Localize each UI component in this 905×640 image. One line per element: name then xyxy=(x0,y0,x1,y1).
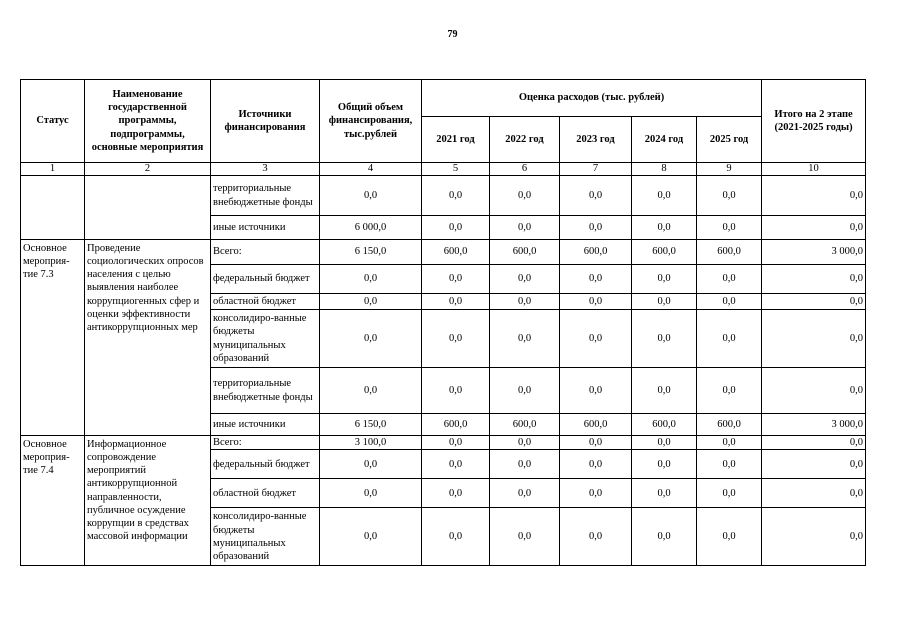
year-cell: 0,0 xyxy=(422,294,490,310)
header-sources: Источники финансирования xyxy=(211,80,320,163)
year-cell: 0,0 xyxy=(490,436,560,450)
col-number: 4 xyxy=(320,163,422,176)
col-number: 7 xyxy=(560,163,632,176)
year-cell: 0,0 xyxy=(632,368,697,414)
status-cell xyxy=(21,176,85,240)
year-cell: 0,0 xyxy=(560,176,632,216)
year-cell: 0,0 xyxy=(697,479,762,508)
header-name: Наименование государственной программы, подпрограммы, основные мероприятия xyxy=(85,80,211,163)
year-cell: 0,0 xyxy=(697,265,762,294)
year-cell: 0,0 xyxy=(560,310,632,368)
source-cell: федеральный бюджет xyxy=(211,265,320,294)
source-cell: Всего: xyxy=(211,240,320,265)
year-cell: 0,0 xyxy=(490,450,560,479)
source-cell: консолидиро-ванные бюджеты муниципальных образований xyxy=(211,310,320,368)
name-cell: Проведение социологических опросов населения с целью выявления наиболее коррупциогенных сфер и оценки эффективности антикоррупционных мер xyxy=(85,240,211,436)
status-cell: Основное мероприя-тие 7.4 xyxy=(21,436,85,566)
year-cell: 600,0 xyxy=(422,240,490,265)
year-cell: 0,0 xyxy=(422,310,490,368)
budget-table xyxy=(20,79,866,566)
status-cell: Основное мероприя-тие 7.3 xyxy=(21,240,85,436)
year-cell: 0,0 xyxy=(490,310,560,368)
stage-total-cell: 0,0 xyxy=(762,265,866,294)
total-cell: 6 000,0 xyxy=(320,216,422,240)
year-cell: 0,0 xyxy=(560,265,632,294)
year-cell: 0,0 xyxy=(697,216,762,240)
source-cell: консолидиро-ванные бюджеты муниципальных образований xyxy=(211,508,320,566)
header-total-volume: Общий объем финансирования, тыс.рублей xyxy=(320,80,422,163)
col-number: 2 xyxy=(85,163,211,176)
source-cell: территориальные внебюджетные фонды xyxy=(211,176,320,216)
year-cell: 600,0 xyxy=(632,414,697,436)
source-cell: Всего: xyxy=(211,436,320,450)
year-cell: 0,0 xyxy=(490,508,560,566)
year-cell: 0,0 xyxy=(632,265,697,294)
year-cell: 600,0 xyxy=(422,414,490,436)
total-cell: 0,0 xyxy=(320,450,422,479)
year-cell: 600,0 xyxy=(490,240,560,265)
page-number: 79 xyxy=(447,29,458,40)
year-cell: 0,0 xyxy=(632,216,697,240)
year-cell: 0,0 xyxy=(422,479,490,508)
header-estimate: Оценка расходов (тыс. рублей) xyxy=(422,80,762,117)
stage-total-cell: 0,0 xyxy=(762,450,866,479)
total-cell: 0,0 xyxy=(320,368,422,414)
total-cell: 0,0 xyxy=(320,265,422,294)
year-cell: 0,0 xyxy=(632,479,697,508)
col-number: 1 xyxy=(21,163,85,176)
year-cell: 0,0 xyxy=(697,450,762,479)
year-cell: 0,0 xyxy=(697,368,762,414)
year-cell: 0,0 xyxy=(632,310,697,368)
year-cell: 600,0 xyxy=(560,414,632,436)
col-number: 8 xyxy=(632,163,697,176)
year-cell: 0,0 xyxy=(422,436,490,450)
source-cell: областной бюджет xyxy=(211,479,320,508)
year-cell: 0,0 xyxy=(632,176,697,216)
year-cell: 0,0 xyxy=(632,450,697,479)
year-cell: 0,0 xyxy=(490,216,560,240)
source-cell: иные источники xyxy=(211,216,320,240)
total-cell: 0,0 xyxy=(320,508,422,566)
stage-total-cell: 3 000,0 xyxy=(762,240,866,265)
header-year-2025: 2025 год xyxy=(697,117,762,163)
header-year-2021: 2021 год xyxy=(422,117,490,163)
year-cell: 600,0 xyxy=(632,240,697,265)
year-cell: 0,0 xyxy=(490,368,560,414)
year-cell: 0,0 xyxy=(422,368,490,414)
stage-total-cell: 3 000,0 xyxy=(762,414,866,436)
total-cell: 0,0 xyxy=(320,294,422,310)
total-cell: 0,0 xyxy=(320,176,422,216)
col-number: 5 xyxy=(422,163,490,176)
year-cell: 0,0 xyxy=(490,176,560,216)
year-cell: 600,0 xyxy=(560,240,632,265)
year-cell: 600,0 xyxy=(697,240,762,265)
header-stage-total: Итого на 2 этапе (2021-2025 годы) xyxy=(762,80,866,163)
stage-total-cell: 0,0 xyxy=(762,216,866,240)
year-cell: 600,0 xyxy=(490,414,560,436)
stage-total-cell: 0,0 xyxy=(762,310,866,368)
year-cell: 0,0 xyxy=(560,436,632,450)
stage-total-cell: 0,0 xyxy=(762,436,866,450)
table-row xyxy=(21,240,866,265)
source-cell: федеральный бюджет xyxy=(211,450,320,479)
column-numbers-row xyxy=(21,163,866,176)
total-cell: 6 150,0 xyxy=(320,240,422,265)
year-cell: 0,0 xyxy=(490,479,560,508)
year-cell: 0,0 xyxy=(490,265,560,294)
source-cell: областной бюджет xyxy=(211,294,320,310)
year-cell: 0,0 xyxy=(422,216,490,240)
table-row xyxy=(21,176,866,216)
year-cell: 0,0 xyxy=(697,436,762,450)
year-cell: 0,0 xyxy=(632,436,697,450)
name-cell xyxy=(85,176,211,240)
year-cell: 0,0 xyxy=(697,294,762,310)
year-cell: 0,0 xyxy=(422,508,490,566)
stage-total-cell: 0,0 xyxy=(762,508,866,566)
header-status: Статус xyxy=(21,80,85,163)
source-cell: иные источники xyxy=(211,414,320,436)
total-cell: 3 100,0 xyxy=(320,436,422,450)
year-cell: 0,0 xyxy=(560,450,632,479)
total-cell: 0,0 xyxy=(320,310,422,368)
year-cell: 0,0 xyxy=(422,450,490,479)
year-cell: 0,0 xyxy=(560,294,632,310)
year-cell: 0,0 xyxy=(632,294,697,310)
year-cell: 0,0 xyxy=(697,508,762,566)
year-cell: 0,0 xyxy=(560,368,632,414)
year-cell: 0,0 xyxy=(560,479,632,508)
stage-total-cell: 0,0 xyxy=(762,368,866,414)
year-cell: 0,0 xyxy=(560,508,632,566)
header-year-2023: 2023 год xyxy=(560,117,632,163)
year-cell: 0,0 xyxy=(697,176,762,216)
year-cell: 0,0 xyxy=(632,508,697,566)
total-cell: 0,0 xyxy=(320,479,422,508)
name-cell: Информационное сопровождение мероприятий антикоррупционной направленности, публичное осуждение коррупции в средствах массовой информации xyxy=(85,436,211,566)
col-number: 9 xyxy=(697,163,762,176)
year-cell: 0,0 xyxy=(490,294,560,310)
year-cell: 0,0 xyxy=(422,265,490,294)
total-cell: 6 150,0 xyxy=(320,414,422,436)
header-year-2022: 2022 год xyxy=(490,117,560,163)
year-cell: 0,0 xyxy=(422,176,490,216)
year-cell: 600,0 xyxy=(697,414,762,436)
stage-total-cell: 0,0 xyxy=(762,294,866,310)
source-cell: территориальные внебюджетные фонды xyxy=(211,368,320,414)
col-number: 3 xyxy=(211,163,320,176)
year-cell: 0,0 xyxy=(560,216,632,240)
table-row xyxy=(21,436,866,450)
col-number: 10 xyxy=(762,163,866,176)
stage-total-cell: 0,0 xyxy=(762,479,866,508)
header-year-2024: 2024 год xyxy=(632,117,697,163)
stage-total-cell: 0,0 xyxy=(762,176,866,216)
col-number: 6 xyxy=(490,163,560,176)
year-cell: 0,0 xyxy=(697,310,762,368)
